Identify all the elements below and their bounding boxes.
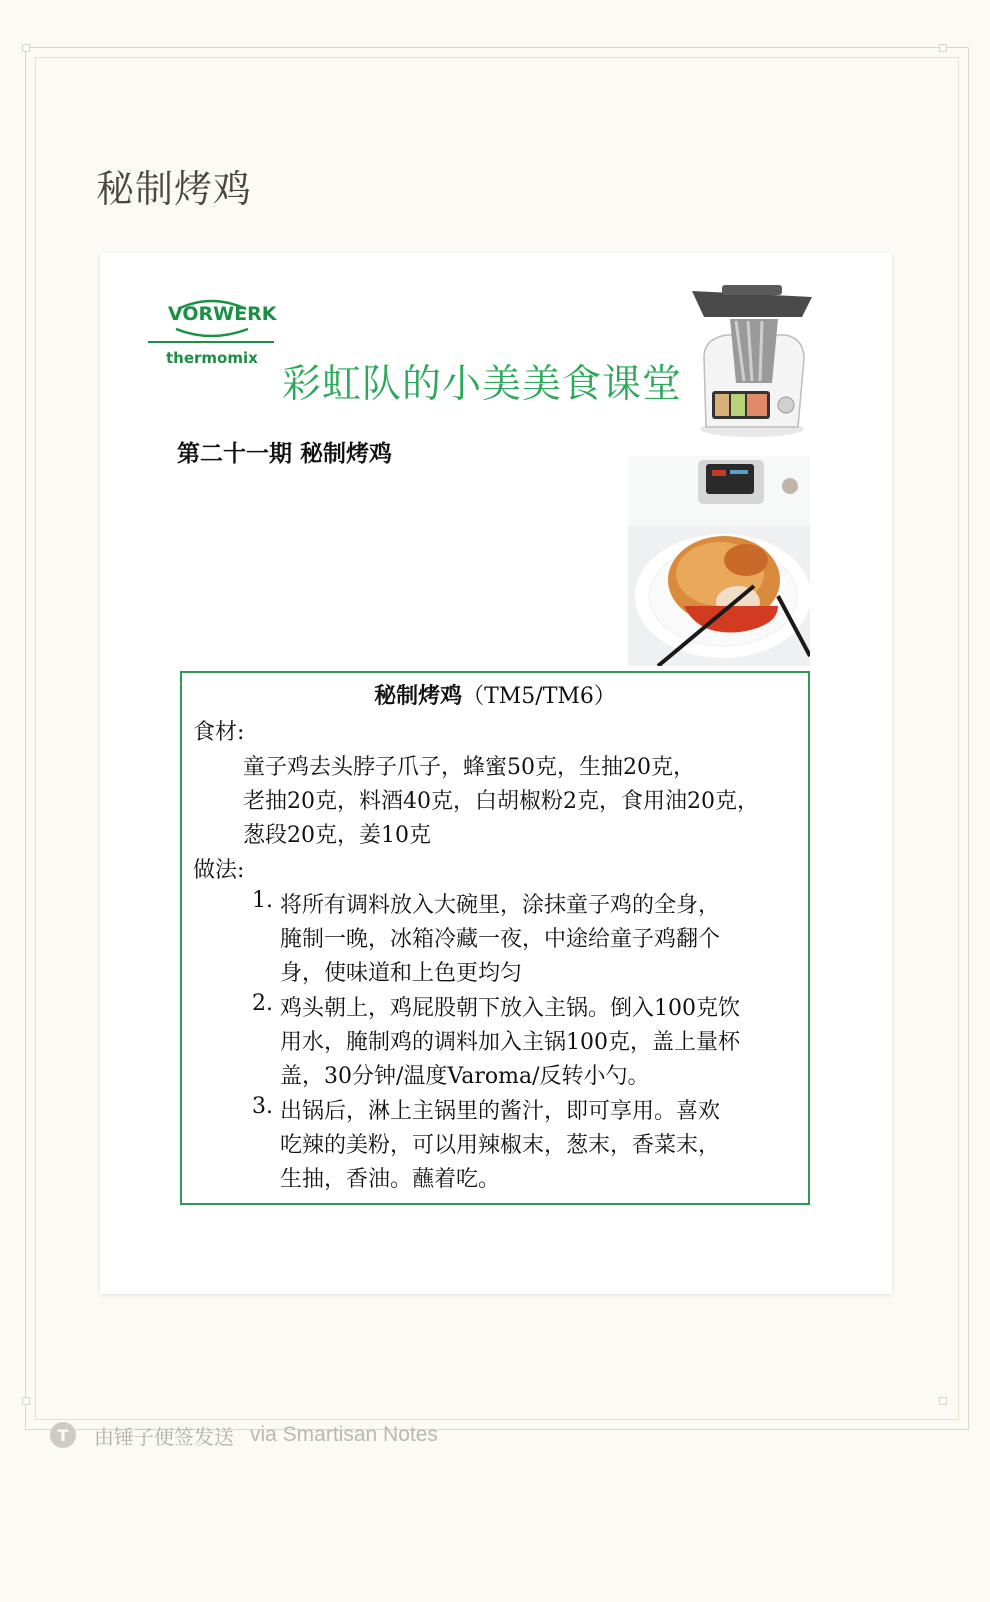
- brand-thermomix: thermomix: [166, 349, 258, 367]
- ingredients-line: 童子鸡去头脖子爪子，蜂蜜50克，生抽20克，: [243, 755, 695, 780]
- vorwerk-thermomix-logo: [148, 295, 278, 375]
- step-line: 吃辣的美粉，可以用辣椒末，葱末，香菜末，: [280, 1133, 721, 1158]
- frame-corner: [939, 44, 947, 52]
- roast-chicken-photo: [628, 456, 810, 666]
- smartisan-t-icon: T: [50, 1422, 76, 1448]
- step-line: 用水，腌制鸡的调料加入主锅100克，盖上量杯: [280, 1030, 740, 1055]
- step-line: 出锅后，淋上主锅里的酱汁，即可享用。喜欢: [280, 1099, 721, 1124]
- issue-title: 第二十一期 秘制烤鸡: [177, 441, 393, 467]
- method-label: 做法:: [193, 858, 245, 883]
- note-footer: [50, 1419, 438, 1451]
- step-number: 2.: [252, 991, 273, 1016]
- frame-corner: [939, 1397, 947, 1405]
- recipe-image-card[interactable]: [100, 253, 892, 1294]
- step-number: 1.: [252, 888, 273, 913]
- frame-corner: [22, 44, 30, 52]
- step-line: 鸡头朝上，鸡屁股朝下放入主锅。倒入100克饮: [280, 996, 740, 1021]
- step-line: 盖，30分钟/温度Varoma/反转小勺。: [280, 1064, 650, 1089]
- recipe-box: [180, 671, 810, 1205]
- ingredients-line: 老抽20克，料酒40克，白胡椒粉2克，食用油20克，: [243, 789, 759, 814]
- frame-corner: [22, 1397, 30, 1405]
- step-line: 腌制一晚，冰箱冷藏一夜，中途给童子鸡翻个: [280, 927, 721, 952]
- sent-by-text: 由锤子便签发送: [94, 1424, 234, 1449]
- recipe-name: 秘制烤鸡: [374, 684, 463, 709]
- step-number: 3.: [252, 1094, 273, 1119]
- ingredients-label: 食材:: [193, 720, 245, 745]
- step-line: 生抽，香油。蘸着吃。: [280, 1167, 501, 1192]
- recipe-header: [182, 679, 808, 710]
- ingredients-line: 葱段20克，姜10克: [243, 823, 431, 848]
- recipe-model: （TM5/TM6）: [462, 684, 616, 709]
- step-line: 将所有调料放入大碗里，涂抹童子鸡的全身，: [280, 893, 721, 918]
- note-title: 秘制烤鸡: [96, 167, 253, 211]
- thermomix-appliance-image: [686, 279, 818, 439]
- step-line: 身，使味道和上色更均匀: [280, 961, 523, 986]
- brand-vorwerk: VORWERK: [168, 303, 277, 325]
- via-smartisan-text: via Smartisan Notes: [250, 1423, 438, 1446]
- banner-title: 彩虹队的小美美食课堂: [282, 362, 683, 407]
